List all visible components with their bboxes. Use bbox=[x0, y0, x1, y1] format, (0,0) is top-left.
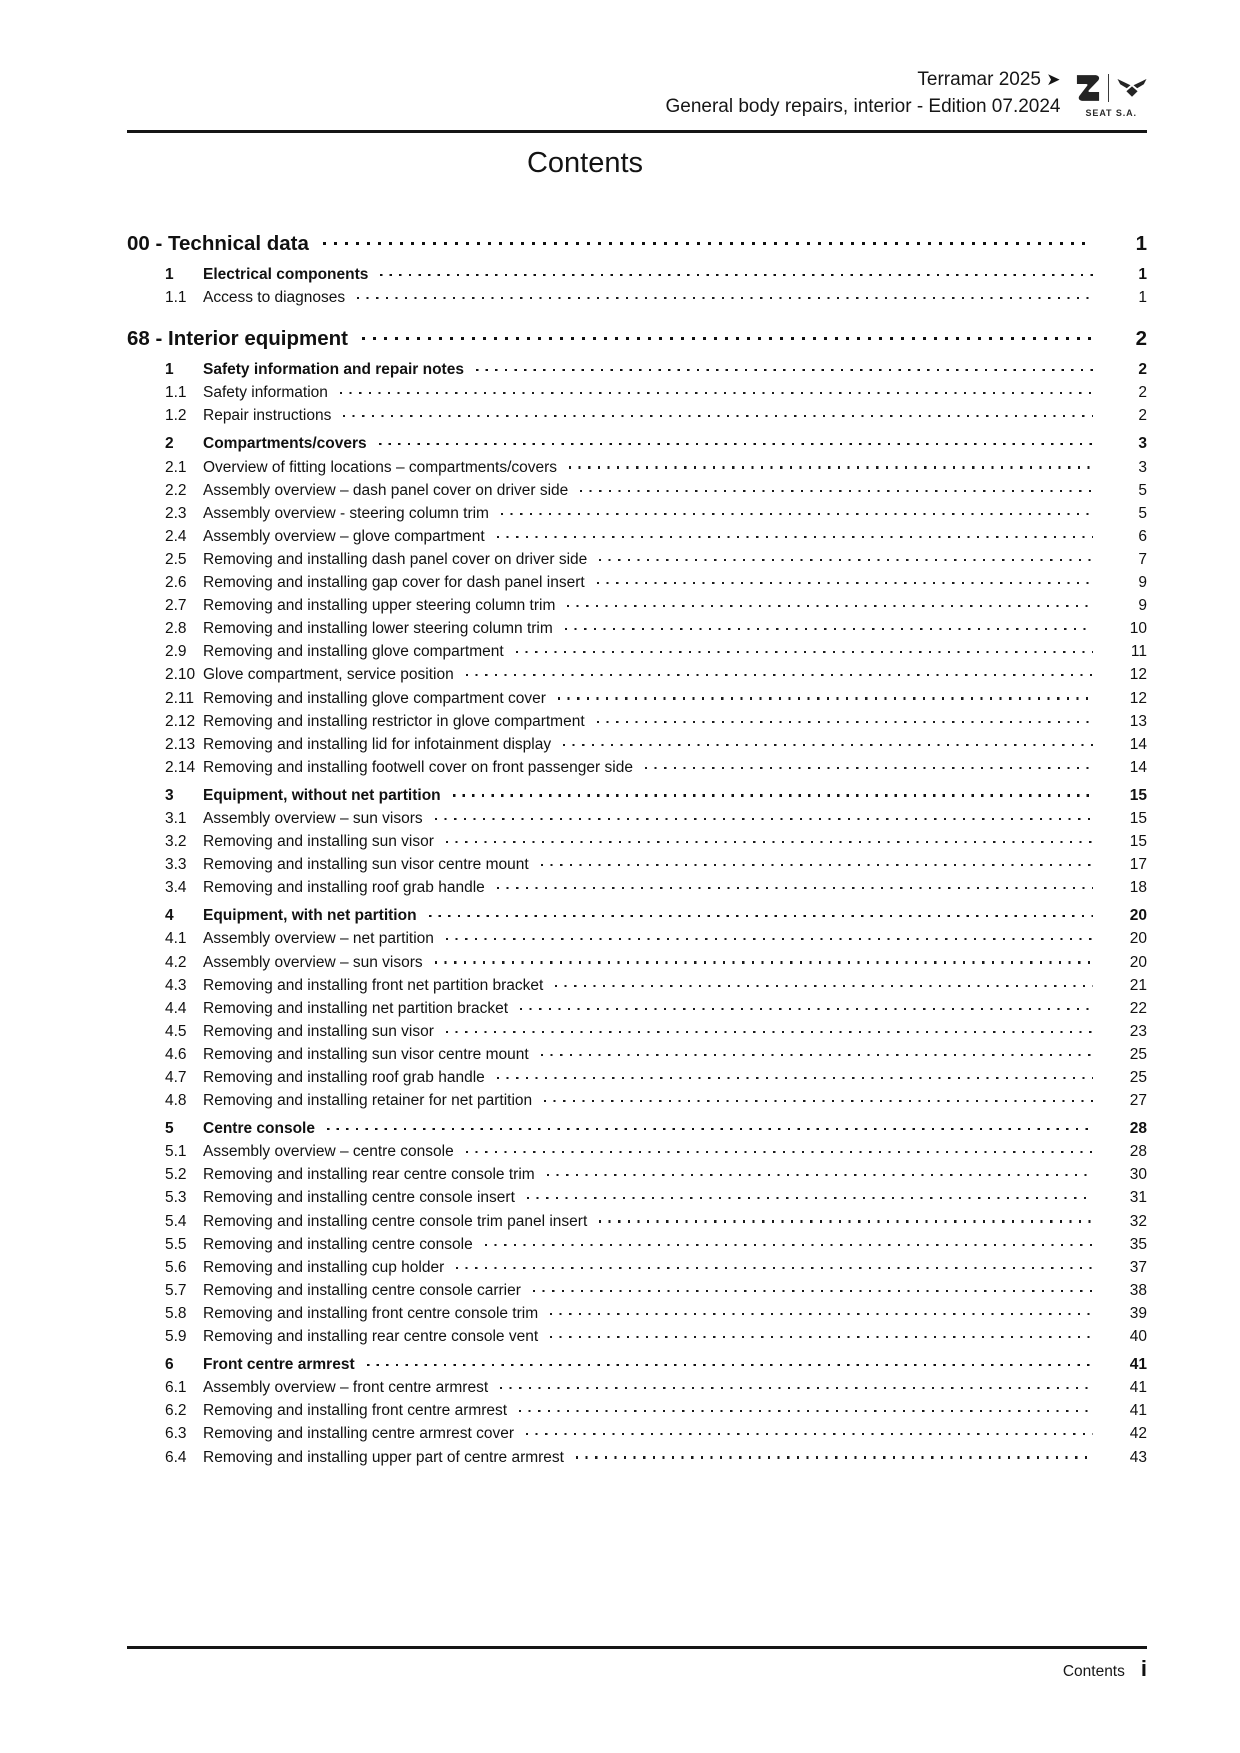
toc-entry-number: 1 bbox=[165, 266, 174, 283]
toc-page-number: 31 bbox=[1129, 1189, 1147, 1207]
toc-entry-number: 2 bbox=[165, 435, 174, 453]
toc-entry-title: Removing and installing rear centre console vent bbox=[203, 1328, 539, 1346]
toc-entry-number: 1 bbox=[165, 361, 174, 379]
toc-dot-leader bbox=[485, 1067, 1095, 1083]
toc-entry-number: 1.1 bbox=[165, 289, 187, 307]
toc-entry-number: 2.5 bbox=[165, 550, 187, 568]
toc-row[interactable] bbox=[127, 687, 1147, 710]
toc-row[interactable] bbox=[127, 229, 1147, 258]
toc-page-number: 40 bbox=[1129, 1328, 1147, 1346]
toc-dot-leader bbox=[473, 1233, 1095, 1249]
toc-dot-leader bbox=[551, 733, 1095, 749]
toc-dot-leader bbox=[309, 230, 1095, 251]
toc-entry-number: 6.1 bbox=[165, 1379, 187, 1397]
toc-dot-leader bbox=[355, 1354, 1095, 1370]
toc-entry-title: Removing and installing net partition bracket bbox=[203, 999, 509, 1017]
toc-entry-number: 4.5 bbox=[165, 1022, 187, 1040]
toc-row[interactable] bbox=[127, 286, 1147, 309]
toc-dot-leader bbox=[553, 618, 1095, 634]
page-header bbox=[127, 66, 1147, 120]
toc-entry-title: Removing and installing upper steering column trim bbox=[203, 597, 556, 615]
toc-row[interactable] bbox=[127, 974, 1147, 997]
toc-row[interactable] bbox=[127, 548, 1147, 571]
toc-page-number: 41 bbox=[1129, 1402, 1147, 1420]
toc-entry-title: Glove compartment, service position bbox=[203, 666, 454, 684]
toc-entry-title: Centre console bbox=[203, 1120, 315, 1138]
toc-entry-number: 4.4 bbox=[165, 999, 187, 1017]
toc-entry-title: Safety information bbox=[203, 384, 328, 402]
header-rule bbox=[127, 130, 1147, 133]
toc-row[interactable] bbox=[127, 404, 1147, 427]
toc-page-number: 25 bbox=[1129, 1069, 1147, 1086]
toc-page-number: 18 bbox=[1129, 879, 1147, 897]
toc-entry-number: 2.6 bbox=[165, 574, 187, 592]
toc-page-number: 9 bbox=[1138, 574, 1147, 592]
toc-dot-leader bbox=[568, 479, 1095, 495]
toc-row[interactable] bbox=[127, 525, 1147, 548]
toc-entry-title: Electrical components bbox=[203, 266, 369, 283]
toc-entry-title: Repair instructions bbox=[203, 407, 332, 425]
toc-entry-title: Removing and installing rear centre console trim bbox=[203, 1166, 535, 1184]
toc-dot-leader bbox=[485, 877, 1095, 893]
toc-entry-number: 2.3 bbox=[165, 504, 187, 522]
toc-page-number: 14 bbox=[1129, 758, 1147, 776]
toc-entry-number: 4.6 bbox=[165, 1045, 187, 1063]
toc-page-number: 1 bbox=[1135, 232, 1147, 255]
toc-dot-leader bbox=[454, 1141, 1095, 1157]
toc-entry-number: 2.8 bbox=[165, 620, 187, 638]
toc-entry-title: Removing and installing front centre console trim bbox=[203, 1304, 539, 1322]
toc-page-number: 7 bbox=[1138, 550, 1147, 568]
toc-row[interactable] bbox=[127, 710, 1147, 733]
toc-entry-title: Assembly overview – front centre armrest bbox=[203, 1379, 489, 1397]
model-arrow-icon: ➤ bbox=[1046, 70, 1061, 89]
toc-entry-title: Safety information and repair notes bbox=[203, 361, 464, 379]
toc-row[interactable] bbox=[127, 927, 1147, 950]
toc-entry-title: Access to diagnoses bbox=[203, 289, 346, 307]
toc-entry-title: Removing and installing footwell cover on front passenger side bbox=[203, 758, 633, 776]
toc-dot-leader bbox=[504, 641, 1095, 657]
toc-page-number: 30 bbox=[1129, 1166, 1147, 1184]
toc-row[interactable] bbox=[127, 1233, 1147, 1256]
toc-entry-number: 2.1 bbox=[165, 458, 187, 476]
toc-row[interactable] bbox=[127, 1279, 1147, 1302]
toc-entry-title: Assembly overview – dash panel cover on driver side bbox=[203, 481, 569, 499]
toc-entry-title: Removing and installing dash panel cover on driver side bbox=[203, 550, 588, 568]
toc-entry-title: Compartments/covers bbox=[203, 435, 367, 453]
toc-page-number: 32 bbox=[1129, 1212, 1147, 1230]
brand-logo-block bbox=[1076, 66, 1148, 118]
toc-page-number: 2 bbox=[1138, 407, 1147, 425]
toc-entry-title: Removing and installing front centre armrest bbox=[203, 1402, 508, 1420]
toc-row[interactable] bbox=[127, 756, 1147, 779]
toc-entry-title: Removing and installing centre console insert bbox=[203, 1189, 515, 1207]
toc-page-number: 28 bbox=[1129, 1120, 1147, 1138]
toc-page-number: 43 bbox=[1129, 1448, 1147, 1466]
toc-dot-leader bbox=[535, 1164, 1095, 1180]
toc-entry-number: 4.7 bbox=[165, 1069, 187, 1086]
toc-entry-title: Removing and installing sun visor centre mount bbox=[203, 1045, 529, 1063]
toc-page-number: 20 bbox=[1129, 907, 1147, 925]
toc-row[interactable] bbox=[127, 1089, 1147, 1112]
toc-dot-leader bbox=[538, 1326, 1095, 1342]
footer-page-number: i bbox=[1140, 1656, 1147, 1681]
toc-entry-number: 5.2 bbox=[165, 1166, 187, 1184]
toc-dot-leader bbox=[543, 974, 1095, 990]
toc-dot-leader bbox=[315, 1118, 1095, 1134]
toc-entry-number: 4.2 bbox=[165, 953, 187, 971]
model-line bbox=[665, 66, 1060, 93]
toc-entry-title: Removing and installing sun visor centre mount bbox=[203, 856, 529, 874]
toc-dot-leader bbox=[515, 1187, 1095, 1203]
logo-divider bbox=[1108, 74, 1110, 102]
toc-entry-title: Front centre armrest bbox=[203, 1356, 355, 1374]
toc-row[interactable] bbox=[127, 1020, 1147, 1043]
toc-row[interactable] bbox=[127, 479, 1147, 502]
toc-page-number: 37 bbox=[1129, 1258, 1147, 1276]
toc-entry-title: Removing and installing roof grab handle bbox=[203, 879, 485, 897]
toc-page-number: 35 bbox=[1129, 1235, 1147, 1253]
toc-dot-leader bbox=[454, 664, 1095, 680]
edition-line: General body repairs, interior - Edition 07.2024 bbox=[665, 96, 1061, 117]
toc-row[interactable] bbox=[127, 733, 1147, 756]
toc-row[interactable] bbox=[127, 1302, 1147, 1325]
toc-dot-leader bbox=[368, 264, 1095, 280]
toc-dot-leader bbox=[555, 595, 1095, 611]
seat-logo-icon bbox=[1076, 74, 1100, 102]
toc-row[interactable] bbox=[127, 951, 1147, 974]
toc-page-number: 3 bbox=[1138, 458, 1147, 476]
toc-dot-leader bbox=[585, 572, 1095, 588]
toc-entry-title: Assembly overview – net partition bbox=[203, 930, 434, 948]
page-footer bbox=[127, 1656, 1147, 1682]
toc-page-number: 20 bbox=[1129, 930, 1147, 948]
toc-page-number: 1 bbox=[1138, 289, 1147, 307]
toc-entry-title: Assembly overview – glove compartment bbox=[203, 527, 485, 545]
toc-row[interactable] bbox=[127, 571, 1147, 594]
toc-page-number: 42 bbox=[1129, 1425, 1147, 1443]
toc-dot-leader bbox=[423, 807, 1095, 823]
toc-dot-leader bbox=[434, 1020, 1095, 1036]
toc-chapter-label: 68 - Interior equipment bbox=[127, 327, 348, 351]
toc-dot-leader bbox=[585, 710, 1095, 726]
toc-row[interactable] bbox=[127, 1186, 1147, 1209]
toc-dot-leader bbox=[587, 1210, 1095, 1226]
toc-row[interactable] bbox=[127, 617, 1147, 640]
toc-dot-leader bbox=[529, 854, 1095, 870]
toc-entry-title: Removing and installing upper part of centre armrest bbox=[203, 1448, 564, 1466]
toc-row[interactable] bbox=[127, 432, 1147, 455]
toc-row[interactable] bbox=[127, 1163, 1147, 1186]
toc-dot-leader bbox=[434, 831, 1095, 847]
toc-dot-leader bbox=[417, 905, 1095, 921]
toc-entry-number: 3.4 bbox=[165, 879, 187, 897]
toc-dot-leader bbox=[529, 1043, 1095, 1059]
toc-page-number: 25 bbox=[1129, 1045, 1147, 1063]
seat-sa-caption: SEAT S.A. bbox=[1085, 108, 1137, 118]
toc-entry-title: Assembly overview – sun visors bbox=[203, 809, 423, 827]
toc-dot-leader bbox=[367, 433, 1095, 449]
toc-row[interactable] bbox=[127, 1210, 1147, 1233]
toc-entry-number: 5.9 bbox=[165, 1328, 187, 1346]
toc-row[interactable] bbox=[127, 663, 1147, 686]
toc-page-number: 22 bbox=[1129, 999, 1147, 1017]
toc-row[interactable] bbox=[127, 594, 1147, 617]
toc-row[interactable] bbox=[127, 640, 1147, 663]
toc-dot-leader bbox=[444, 1256, 1095, 1272]
toc-row[interactable] bbox=[127, 784, 1147, 807]
toc-row[interactable] bbox=[127, 1256, 1147, 1279]
toc-page-number: 17 bbox=[1129, 856, 1147, 874]
toc-row[interactable] bbox=[127, 263, 1147, 286]
toc-entry-title: Assembly overview – centre console bbox=[203, 1143, 454, 1161]
toc-entry-number: 2.10 bbox=[165, 666, 196, 684]
toc-row[interactable] bbox=[127, 1399, 1147, 1422]
toc-entry-number: 5.5 bbox=[165, 1235, 187, 1253]
toc-entry-title: Removing and installing retainer for net partition bbox=[203, 1092, 533, 1110]
toc-page-number: 28 bbox=[1129, 1143, 1147, 1161]
toc-page-number: 13 bbox=[1129, 712, 1147, 730]
footer-label: Contents bbox=[1062, 1663, 1125, 1680]
toc-entry-number: 6.2 bbox=[165, 1402, 187, 1420]
toc-page-number: 9 bbox=[1138, 597, 1147, 615]
toc-row[interactable] bbox=[127, 1117, 1147, 1140]
toc-dot-leader bbox=[348, 325, 1095, 346]
toc-row[interactable] bbox=[127, 853, 1147, 876]
toc-page-number: 5 bbox=[1138, 504, 1147, 522]
toc-row[interactable] bbox=[127, 1325, 1147, 1348]
toc-entry-title: Removing and installing lower steering column trim bbox=[203, 620, 553, 638]
toc-dot-leader bbox=[489, 502, 1095, 518]
cupra-logo-icon bbox=[1117, 77, 1147, 99]
logo-row bbox=[1076, 72, 1148, 104]
toc-row[interactable] bbox=[127, 502, 1147, 525]
toc-entry-title: Equipment, without net partition bbox=[203, 786, 441, 804]
toc-entry-number: 6.3 bbox=[165, 1425, 187, 1443]
toc-dot-leader bbox=[538, 1302, 1095, 1318]
toc-entry-number: 3 bbox=[165, 786, 174, 804]
toc-dot-leader bbox=[508, 997, 1095, 1013]
toc-dot-leader bbox=[532, 1090, 1095, 1106]
toc-entry-number: 6 bbox=[165, 1356, 174, 1374]
toc-entry-title: Removing and installing lid for infotainment display bbox=[203, 735, 552, 753]
toc-dot-leader bbox=[328, 382, 1095, 398]
toc-entry-title: Removing and installing sun visor bbox=[203, 1022, 434, 1040]
toc-entry-title: Removing and installing centre armrest cover bbox=[203, 1425, 514, 1443]
toc-entry-title: Overview of fitting locations – compartments/covers bbox=[203, 458, 558, 476]
toc-list bbox=[127, 214, 1147, 1469]
toc-entry-title: Removing and installing gap cover for dash panel insert bbox=[203, 574, 585, 592]
toc-entry-title: Assembly overview – sun visors bbox=[203, 953, 423, 971]
toc-entry-number: 2.2 bbox=[165, 481, 187, 499]
toc-entry-number: 3.2 bbox=[165, 833, 187, 851]
toc-row[interactable] bbox=[127, 876, 1147, 899]
toc-dot-leader bbox=[331, 405, 1095, 421]
toc-page-number: 11 bbox=[1130, 643, 1147, 661]
toc-entry-number: 3.1 bbox=[165, 809, 187, 827]
toc-row[interactable] bbox=[127, 358, 1147, 381]
toc-row[interactable] bbox=[127, 1353, 1147, 1376]
toc-row[interactable] bbox=[127, 830, 1147, 853]
toc-entry-number: 2.12 bbox=[165, 712, 196, 730]
toc-entry-number: 1.1 bbox=[165, 384, 187, 402]
toc-row[interactable] bbox=[127, 1066, 1147, 1089]
toc-page-number: 1 bbox=[1138, 266, 1147, 283]
toc-page-number: 10 bbox=[1129, 620, 1147, 638]
toc-page-number: 14 bbox=[1129, 735, 1147, 753]
toc-row[interactable] bbox=[127, 1446, 1147, 1469]
toc-dot-leader bbox=[434, 928, 1095, 944]
toc-row[interactable] bbox=[127, 456, 1147, 479]
toc-page-number: 21 bbox=[1129, 976, 1147, 994]
toc-entry-title: Removing and installing cup holder bbox=[203, 1258, 445, 1276]
toc-page-number: 12 bbox=[1129, 689, 1147, 707]
toc-entry-number: 4.8 bbox=[165, 1092, 187, 1110]
toc-entry-title: Removing and installing glove compartment bbox=[203, 643, 504, 661]
model-name: Terramar 2025 bbox=[917, 69, 1041, 90]
toc-entry-number: 4 bbox=[165, 907, 174, 925]
toc-entry-title: Removing and installing centre console carrier bbox=[203, 1281, 521, 1299]
toc-entry-number: 1.2 bbox=[165, 407, 187, 425]
toc-entry-number: 3.3 bbox=[165, 856, 187, 874]
toc-page-number: 3 bbox=[1138, 435, 1147, 453]
toc-page-number: 15 bbox=[1129, 786, 1147, 804]
toc-dot-leader bbox=[423, 951, 1095, 967]
toc-row[interactable] bbox=[127, 997, 1147, 1020]
toc-entry-title: Assembly overview - steering column trim bbox=[203, 504, 489, 522]
toc-dot-leader bbox=[345, 287, 1095, 303]
toc-page-number: 2 bbox=[1138, 361, 1147, 379]
toc-entry-title: Removing and installing roof grab handle bbox=[203, 1069, 485, 1086]
toc-page-number: 20 bbox=[1129, 953, 1147, 971]
toc-dot-leader bbox=[564, 1446, 1095, 1462]
toc-page-number: 6 bbox=[1138, 527, 1147, 545]
toc-entry-title: Removing and installing centre console trim panel insert bbox=[203, 1212, 588, 1230]
toc-dot-leader bbox=[514, 1423, 1095, 1439]
toc-row[interactable] bbox=[127, 807, 1147, 830]
toc-page-number: 15 bbox=[1129, 809, 1147, 827]
toc-entry-number: 5.7 bbox=[165, 1281, 187, 1299]
toc-page-number: 41 bbox=[1129, 1379, 1147, 1397]
toc-entry-number: 5.8 bbox=[165, 1304, 187, 1322]
toc-entry-number: 2.11 bbox=[165, 689, 195, 707]
header-text-block bbox=[665, 66, 1060, 120]
toc-entry-number: 5.3 bbox=[165, 1189, 187, 1207]
toc-dot-leader bbox=[557, 456, 1095, 472]
toc-entry-title: Removing and installing restrictor in glove compartment bbox=[203, 712, 585, 730]
toc-page-number: 38 bbox=[1129, 1281, 1147, 1299]
footer-rule bbox=[127, 1646, 1147, 1649]
toc-entry-title: Equipment, with net partition bbox=[203, 907, 417, 925]
toc-entry-title: Removing and installing centre console bbox=[203, 1235, 473, 1253]
toc-entry-number: 5.4 bbox=[165, 1212, 187, 1230]
toc-page-number: 15 bbox=[1129, 833, 1147, 851]
toc-entry-number: 2.9 bbox=[165, 643, 187, 661]
toc-dot-leader bbox=[546, 687, 1095, 703]
toc-dot-leader bbox=[587, 548, 1095, 564]
toc-dot-leader bbox=[521, 1279, 1095, 1295]
toc-entry-number: 4.3 bbox=[165, 976, 187, 994]
toc-page-number: 27 bbox=[1129, 1092, 1147, 1110]
toc-row[interactable] bbox=[127, 1140, 1147, 1163]
toc-entry-number: 6.4 bbox=[165, 1448, 187, 1466]
toc-page-number: 5 bbox=[1138, 481, 1147, 499]
toc-row[interactable] bbox=[127, 381, 1147, 404]
toc-entry-title: Removing and installing front net partition bracket bbox=[203, 976, 544, 994]
toc-page-number: 2 bbox=[1135, 327, 1147, 351]
toc-entry-number: 2.4 bbox=[165, 527, 187, 545]
toc-page-number: 41 bbox=[1129, 1356, 1147, 1374]
toc-entry-title: Removing and installing sun visor bbox=[203, 833, 434, 851]
toc-page-number: 2 bbox=[1138, 384, 1147, 402]
toc-row[interactable] bbox=[127, 1043, 1147, 1066]
toc-page-number: 12 bbox=[1129, 666, 1147, 684]
toc-entry-number: 2.7 bbox=[165, 597, 187, 615]
page-title: Contents bbox=[526, 147, 644, 179]
toc-row[interactable] bbox=[127, 1422, 1147, 1445]
toc-dot-leader bbox=[485, 525, 1095, 541]
toc-page-number: 23 bbox=[1129, 1022, 1147, 1040]
toc-dot-leader bbox=[488, 1377, 1095, 1393]
toc-dot-leader bbox=[633, 756, 1095, 772]
toc-dot-leader bbox=[464, 359, 1095, 375]
toc-row[interactable] bbox=[127, 324, 1147, 353]
toc-entry-number: 4.1 bbox=[165, 930, 187, 948]
toc-entry-number: 5 bbox=[165, 1120, 174, 1138]
toc-row[interactable] bbox=[127, 1376, 1147, 1399]
toc-dot-leader bbox=[441, 784, 1095, 800]
toc-chapter-label: 00 - Technical data bbox=[127, 232, 309, 255]
toc-row[interactable] bbox=[127, 904, 1147, 927]
toc-dot-leader bbox=[507, 1400, 1095, 1416]
toc-entry-number: 2.13 bbox=[165, 735, 196, 753]
toc-entry-number: 5.6 bbox=[165, 1258, 187, 1276]
toc-entry-title: Removing and installing glove compartment cover bbox=[203, 689, 546, 707]
toc-page-number: 39 bbox=[1129, 1304, 1147, 1322]
toc-entry-number: 5.1 bbox=[165, 1143, 187, 1161]
toc-entry-number: 2.14 bbox=[165, 758, 196, 776]
